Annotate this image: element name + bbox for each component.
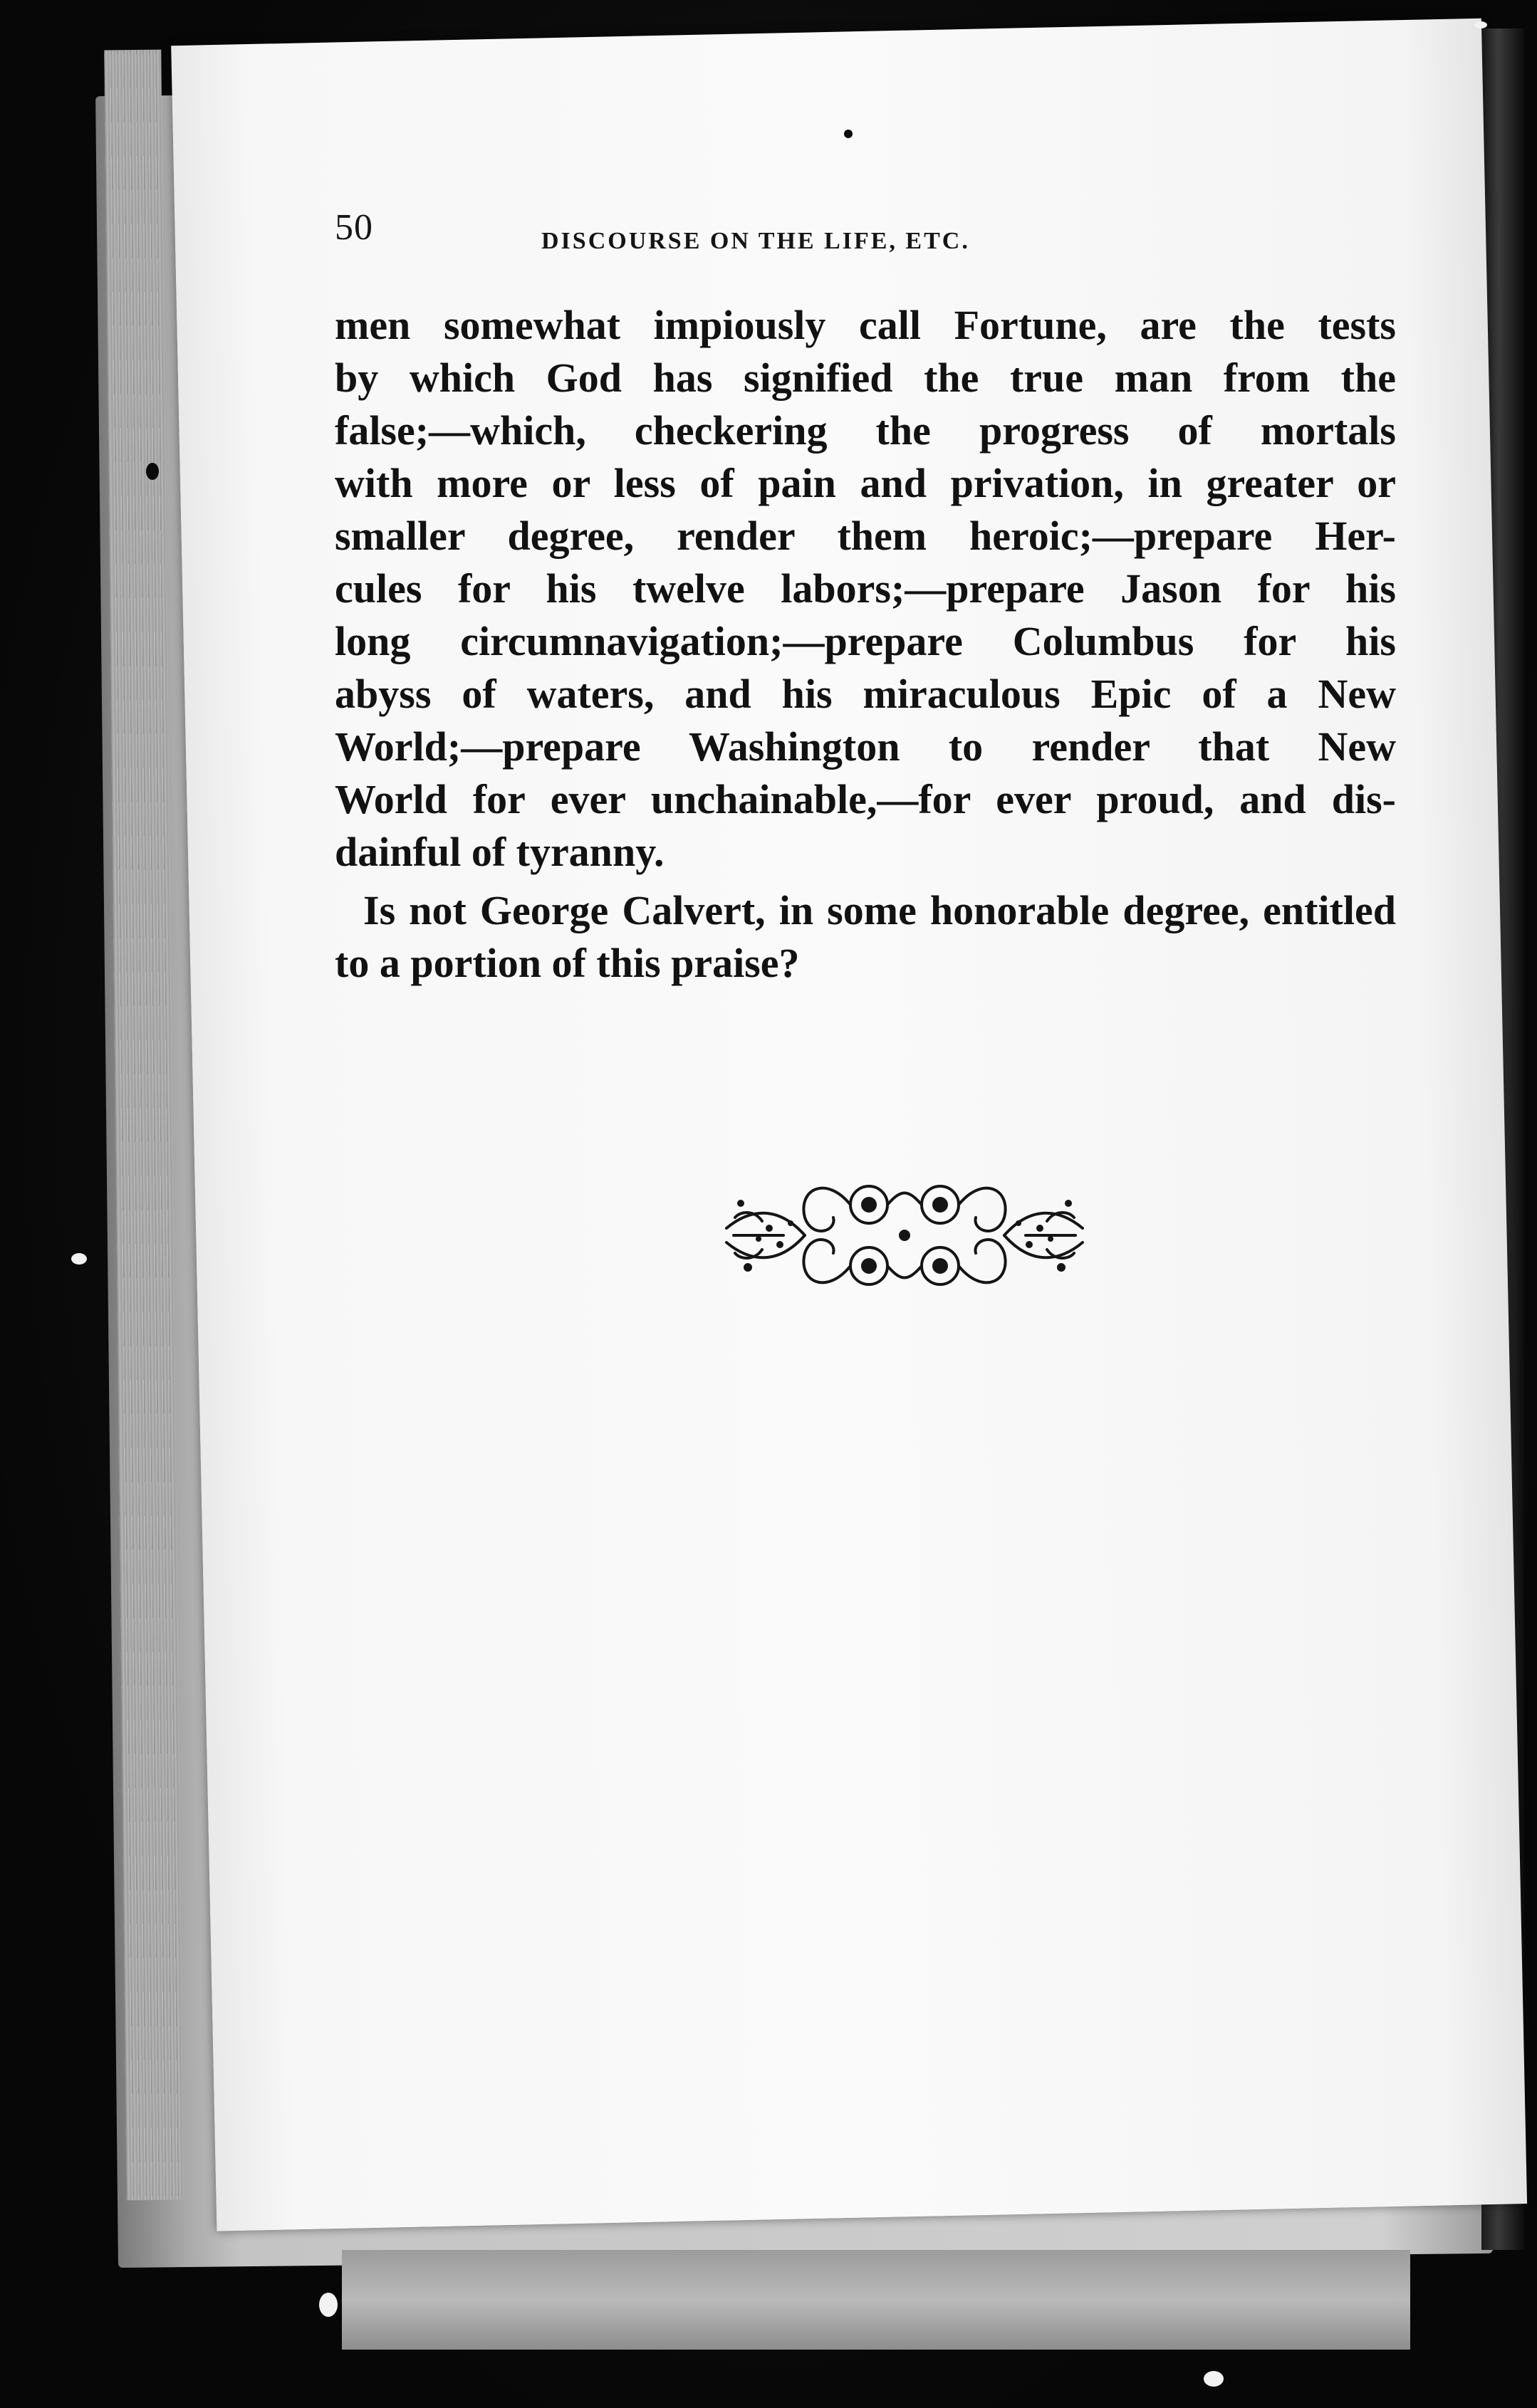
scan-speck	[1474, 21, 1487, 28]
scan-speck	[71, 1253, 87, 1265]
scan-speck	[319, 2293, 338, 2317]
text-line: World for ever unchainable,—for ever proud, and dis-	[335, 776, 1396, 822]
text-line: long circumnavigation;—prepare Columbus for his	[335, 618, 1396, 664]
paragraph-1	[335, 299, 1396, 879]
scan-speck	[844, 130, 853, 138]
text-line: men somewhat impiously call Fortune, are the tests	[335, 302, 1396, 348]
text-line: dainful of tyranny.	[335, 829, 665, 875]
scan-speck	[1204, 2371, 1224, 2387]
bottom-scan-strip	[342, 2250, 1410, 2350]
floral-ornament-icon	[719, 1161, 1090, 1310]
paragraph-2: Is not George Calvert, in some honorable degree, entitled to a portion of this praise?	[335, 887, 1396, 986]
text-line: smaller degree, render them heroic;—prepare Her-	[335, 513, 1396, 559]
text-line: abyss of waters, and his miraculous Epic of a New	[335, 671, 1396, 717]
text-line: cules for his twelve labors;—prepare Jason for his	[335, 565, 1396, 612]
text-line: by which God has signified the true man from the	[335, 355, 1396, 401]
text-line: with more or less of pain and privation, in greater or	[335, 460, 1396, 506]
text-line: false;—which, checkering the progress of mortals	[335, 407, 1396, 454]
running-head: DISCOURSE ON THE LIFE, ETC.	[541, 228, 970, 254]
text-line: World;—prepare Washington to render that New	[335, 723, 1396, 770]
page-number: 50	[335, 207, 373, 248]
body-text	[335, 299, 1396, 995]
page-header	[335, 206, 1403, 285]
scan-speck	[146, 463, 159, 480]
